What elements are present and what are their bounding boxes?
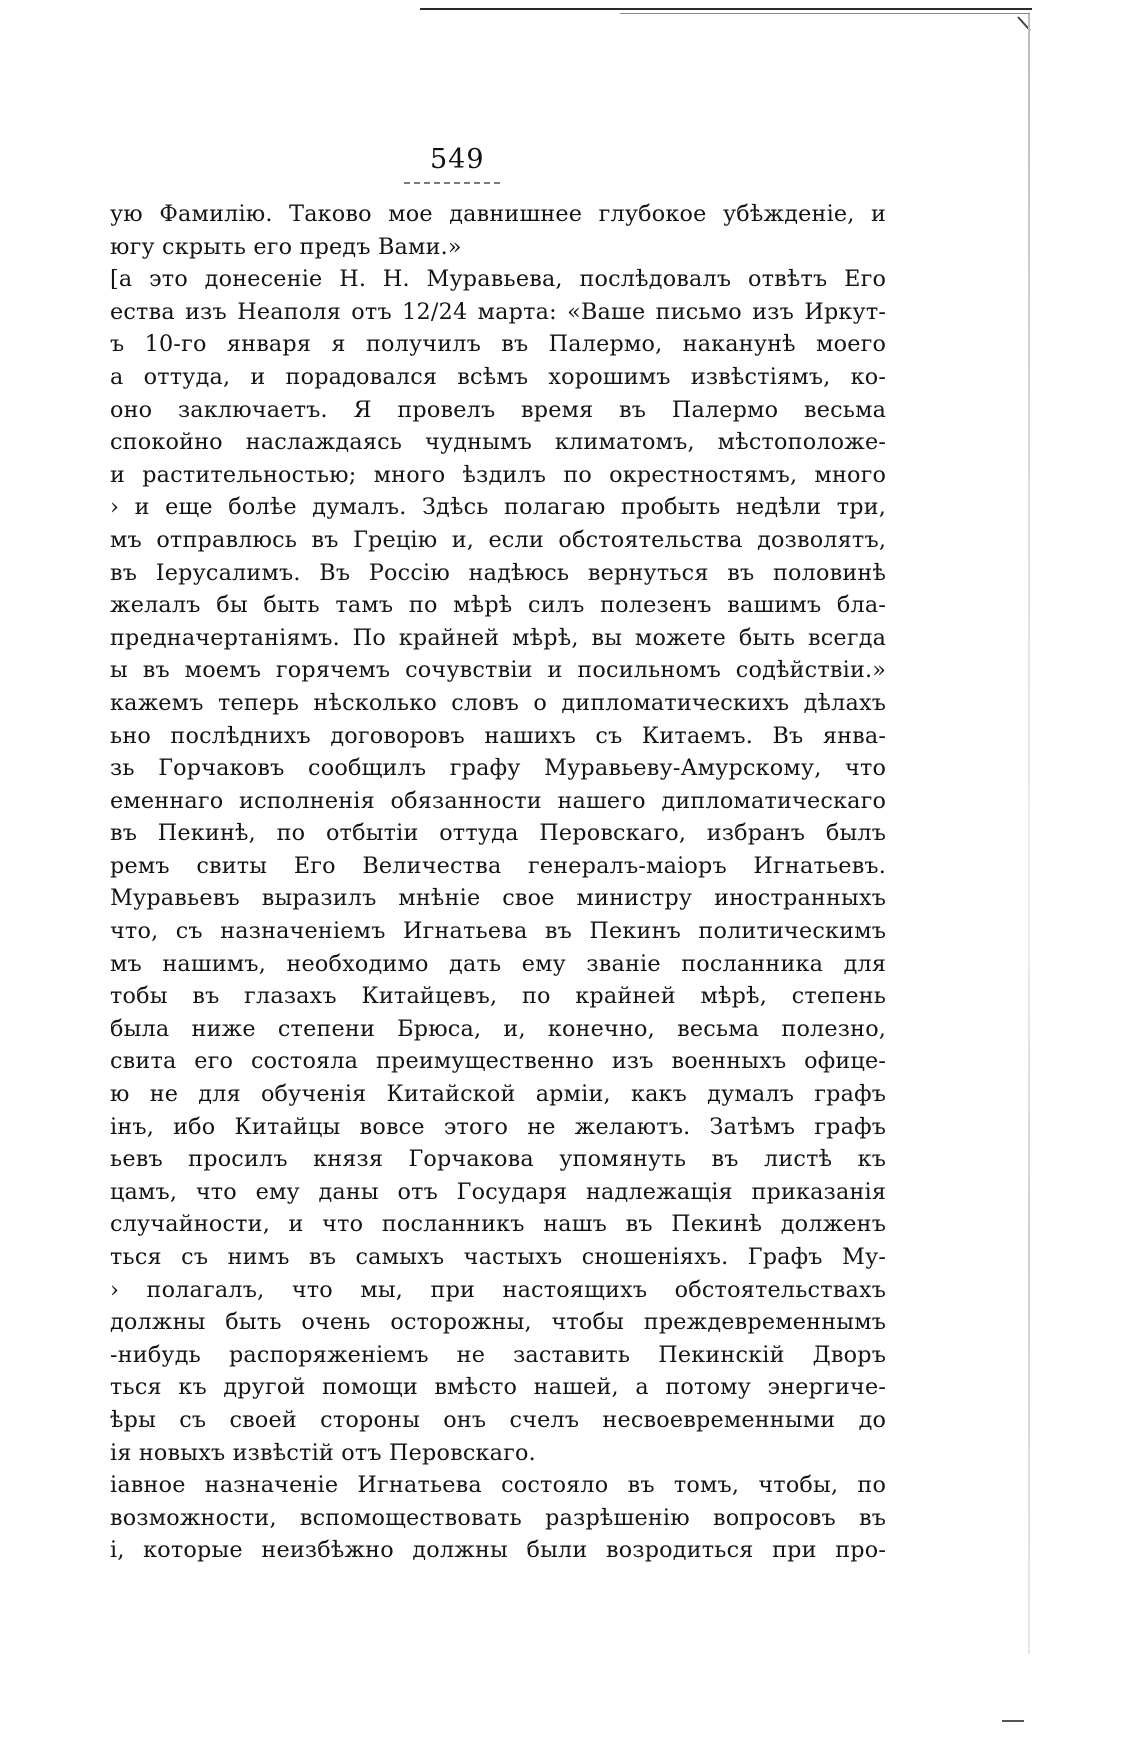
text-line: ія новыхъ извѣстій отъ Перовскаго. [110,1439,536,1466]
body-text [110,198,890,1678]
text-line: была ниже степени Брюса, и, конечно, весьма полезно, [110,1015,887,1042]
text-line: кажемъ теперь нѣсколько словъ о дипломатическихъ дѣлахъ [110,689,887,716]
text-line: ться съ нимъ въ самыхъ частыхъ сношеніяхъ. Графъ Му- [110,1244,887,1270]
text-line: › и еще болѣе думалъ. Здѣсь полагаю пробыть недѣли три, [110,494,887,521]
text-line: ьно послѣднихъ договоровъ нашихъ съ Китаемъ. Въ янва- [110,722,887,749]
scan-top-edge-line [420,8,1032,10]
text-line: что, съ назначеніемъ Игнатьева въ Пекинъ политическимъ [110,918,887,945]
scan-top-edge-shadow [620,13,1030,14]
text-line: еменнаго исполненія обязанности нашего дипломатическаго [110,787,887,814]
page-number: 549 [430,144,485,175]
text-line: [а это донесеніе Н. Н. Муравьева, послѣдовалъ отвѣтъ Его [110,266,887,293]
text-line: цамъ, что ему даны отъ Государя надлежащія приказанія [110,1178,887,1205]
text-line: въ Пекинѣ, по отбытіи оттуда Перовскаго, избранъ былъ [110,820,887,847]
text-line: тобы въ глазахъ Китайцевъ, по крайней мѣрѣ, степень [110,983,887,1010]
text-line: Муравьевъ выразилъ мнѣніе свое министру иностранныхъ [110,885,887,912]
text-line: должны быть очень осторожны, чтобы преждевременнымъ [110,1309,887,1336]
text-line: і, которые неизбѣжно должны были возродиться при про- [110,1537,887,1564]
text-line: желалъ бы быть тамъ по мѣрѣ силъ полезенъ вашимъ бла- [110,592,887,619]
text-line: оно заключаетъ. Я провелъ время въ Палермо весьма [110,396,887,423]
page-number-rule [404,182,500,184]
text-line: зь Горчаковъ сообщилъ графу Муравьеву-Амурскому, что [110,755,887,782]
text-line: › полагалъ, что мы, при настоящихъ обстоятельствахъ [110,1276,887,1303]
scan-right-edge-line [1028,14,1030,1654]
text-line: ъ 10-го января я получилъ въ Палермо, наканунѣ моего [110,331,887,358]
text-line: спокойно наслаждаясь чуднымъ климатомъ, мѣстоположе- [110,429,887,456]
text-line: ться къ другой помощи вмѣсто нашей, а потому энергиче- [110,1374,887,1401]
text-line: ремъ свиты Его Величества генералъ-маіоръ Игнатьевъ. [110,852,887,879]
text-line: ьевъ просилъ князя Горчакова упомянуть въ листѣ къ [110,1146,887,1173]
text-line: случайности, и что посланникъ нашъ въ Пекинѣ долженъ [110,1211,887,1238]
text-line: предначертаніямъ. По крайней мѣрѣ, вы можете быть всегда [110,624,887,651]
text-line: а оттуда, и порадовался всѣмъ хорошимъ извѣстіямъ, ко- [110,363,887,390]
text-line: свита его состояла преимущественно изъ военныхъ офице- [110,1048,887,1075]
text-line: іавное назначеніе Игнатьева состояло въ томъ, чтобы, по [110,1472,887,1499]
text-line: возможности, вспомоществовать разрѣшенію вопросовъ въ [110,1504,887,1531]
text-line: ѣры съ своей стороны онъ счелъ несвоевременными до [110,1406,887,1433]
text-line: мъ нашимъ, необходимо дать ему званіе посланника для [110,950,887,977]
text-line: ю не для обученія Китайской арміи, какъ думалъ графъ [110,1081,887,1108]
text-line: ы въ моемъ горячемъ сочувствіи и посильномъ содѣйствіи.» [110,657,887,684]
scan-bottom-mark [1002,1720,1024,1722]
text-line: ую Фамилію. Таково мое давнишнее глубокое убѣжденіе, и [110,201,887,227]
text-line: інъ, ибо Китайцы вовсе этого не желаютъ. Затѣмъ графъ [110,1113,887,1140]
text-line: -нибудь распоряженіемъ не заставить Пекинскій Дворъ [110,1341,887,1368]
text-line: мъ отправлюсь въ Грецію и, если обстоятельства дозволятъ, [110,526,887,553]
text-line: и растительностью; много ѣздилъ по окрестностямъ, много [110,461,887,488]
text-line: ества изъ Неаполя отъ 12/24 марта: «Ваше письмо изъ Иркут- [110,298,887,325]
text-line: въ Іерусалимъ. Въ Россію надѣюсь вернуться въ половинѣ [110,559,887,586]
text-line: югу скрыть его предъ Вами.» [110,233,462,260]
